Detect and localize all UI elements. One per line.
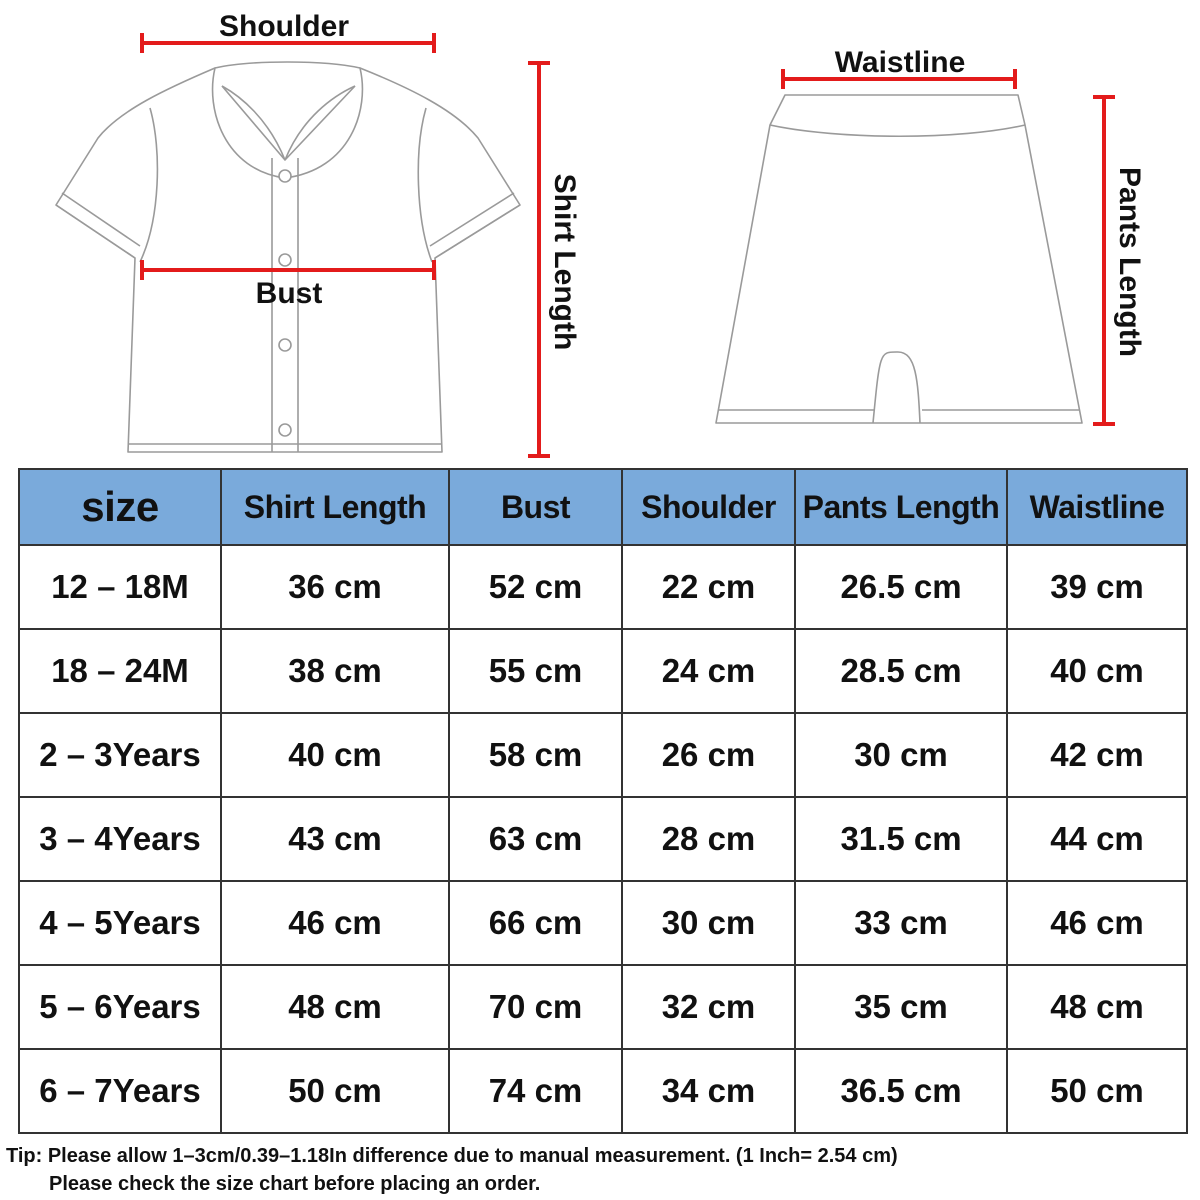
header-waistline: Waistline [1007, 469, 1187, 545]
table-row [19, 797, 1187, 881]
pants-length-cell: 33 cm [795, 881, 1007, 965]
bust-cell: 63 cm [449, 797, 622, 881]
pants-length-cell: 28.5 cm [795, 629, 1007, 713]
table-row [19, 1049, 1187, 1133]
waistline-cell: 50 cm [1007, 1049, 1187, 1133]
pants-length-label: Pants Length [1113, 166, 1146, 358]
pants-length-cell: 26.5 cm [795, 545, 1007, 629]
shirt-length-cell: 43 cm [221, 797, 449, 881]
waistline-label: Waistline [834, 46, 966, 79]
size-cell: 12 – 18M [19, 545, 221, 629]
measurement-tip [6, 1142, 1196, 1198]
bust-label: Bust [255, 277, 323, 310]
shoulder-cell: 26 cm [622, 713, 795, 797]
shirt-length-cell: 40 cm [221, 713, 449, 797]
size-cell: 18 – 24M [19, 629, 221, 713]
waistline-cell: 40 cm [1007, 629, 1187, 713]
table-row [19, 629, 1187, 713]
waistline-cell: 42 cm [1007, 713, 1187, 797]
measurement-diagram [0, 0, 1200, 465]
pants-length-cell: 31.5 cm [795, 797, 1007, 881]
header-pants-length: Pants Length [795, 469, 1007, 545]
size-cell: 4 – 5Years [19, 881, 221, 965]
table-row [19, 713, 1187, 797]
shoulder-cell: 30 cm [622, 881, 795, 965]
table-header-row [19, 469, 1187, 545]
shirt-length-cell: 46 cm [221, 881, 449, 965]
header-size: size [19, 469, 221, 545]
bust-cell: 58 cm [449, 713, 622, 797]
shoulder-cell: 34 cm [622, 1049, 795, 1133]
size-cell: 2 – 3Years [19, 713, 221, 797]
bust-cell: 52 cm [449, 545, 622, 629]
table-row [19, 881, 1187, 965]
header-bust: Bust [449, 469, 622, 545]
shoulder-cell: 32 cm [622, 965, 795, 1049]
bust-cell: 55 cm [449, 629, 622, 713]
shirt-length-cell: 48 cm [221, 965, 449, 1049]
shoulder-label: Shoulder [218, 10, 350, 43]
pants-length-cell: 36.5 cm [795, 1049, 1007, 1133]
shirt-illustration [56, 62, 520, 452]
shirt-length-cell: 36 cm [221, 545, 449, 629]
waistline-cell: 44 cm [1007, 797, 1187, 881]
header-shirt-length: Shirt Length [221, 469, 449, 545]
pants-length-cell: 30 cm [795, 713, 1007, 797]
shirt-length-cell: 38 cm [221, 629, 449, 713]
size-cell: 5 – 6Years [19, 965, 221, 1049]
waistline-cell: 46 cm [1007, 881, 1187, 965]
size-cell: 3 – 4Years [19, 797, 221, 881]
pants-length-cell: 35 cm [795, 965, 1007, 1049]
table-row [19, 545, 1187, 629]
table-row [19, 965, 1187, 1049]
tip-line-2: Please check the size chart before placing an order. [49, 1173, 541, 1195]
waistline-cell: 39 cm [1007, 545, 1187, 629]
waistline-cell: 48 cm [1007, 965, 1187, 1049]
tip-line-1: Tip: Please allow 1–3cm/0.39–1.18In difference due to manual measurement. (1 Inch= 2.54 cm) [6, 1145, 898, 1167]
header-shoulder: Shoulder [622, 469, 795, 545]
bust-cell: 66 cm [449, 881, 622, 965]
size-chart-table [18, 468, 1188, 1134]
size-cell: 6 – 7Years [19, 1049, 221, 1133]
shoulder-cell: 22 cm [622, 545, 795, 629]
shoulder-cell: 28 cm [622, 797, 795, 881]
shirt-length-cell: 50 cm [221, 1049, 449, 1133]
shirt-length-label: Shirt Length [548, 173, 581, 351]
pants-illustration [716, 95, 1082, 423]
bust-cell: 70 cm [449, 965, 622, 1049]
bust-cell: 74 cm [449, 1049, 622, 1133]
shoulder-cell: 24 cm [622, 629, 795, 713]
